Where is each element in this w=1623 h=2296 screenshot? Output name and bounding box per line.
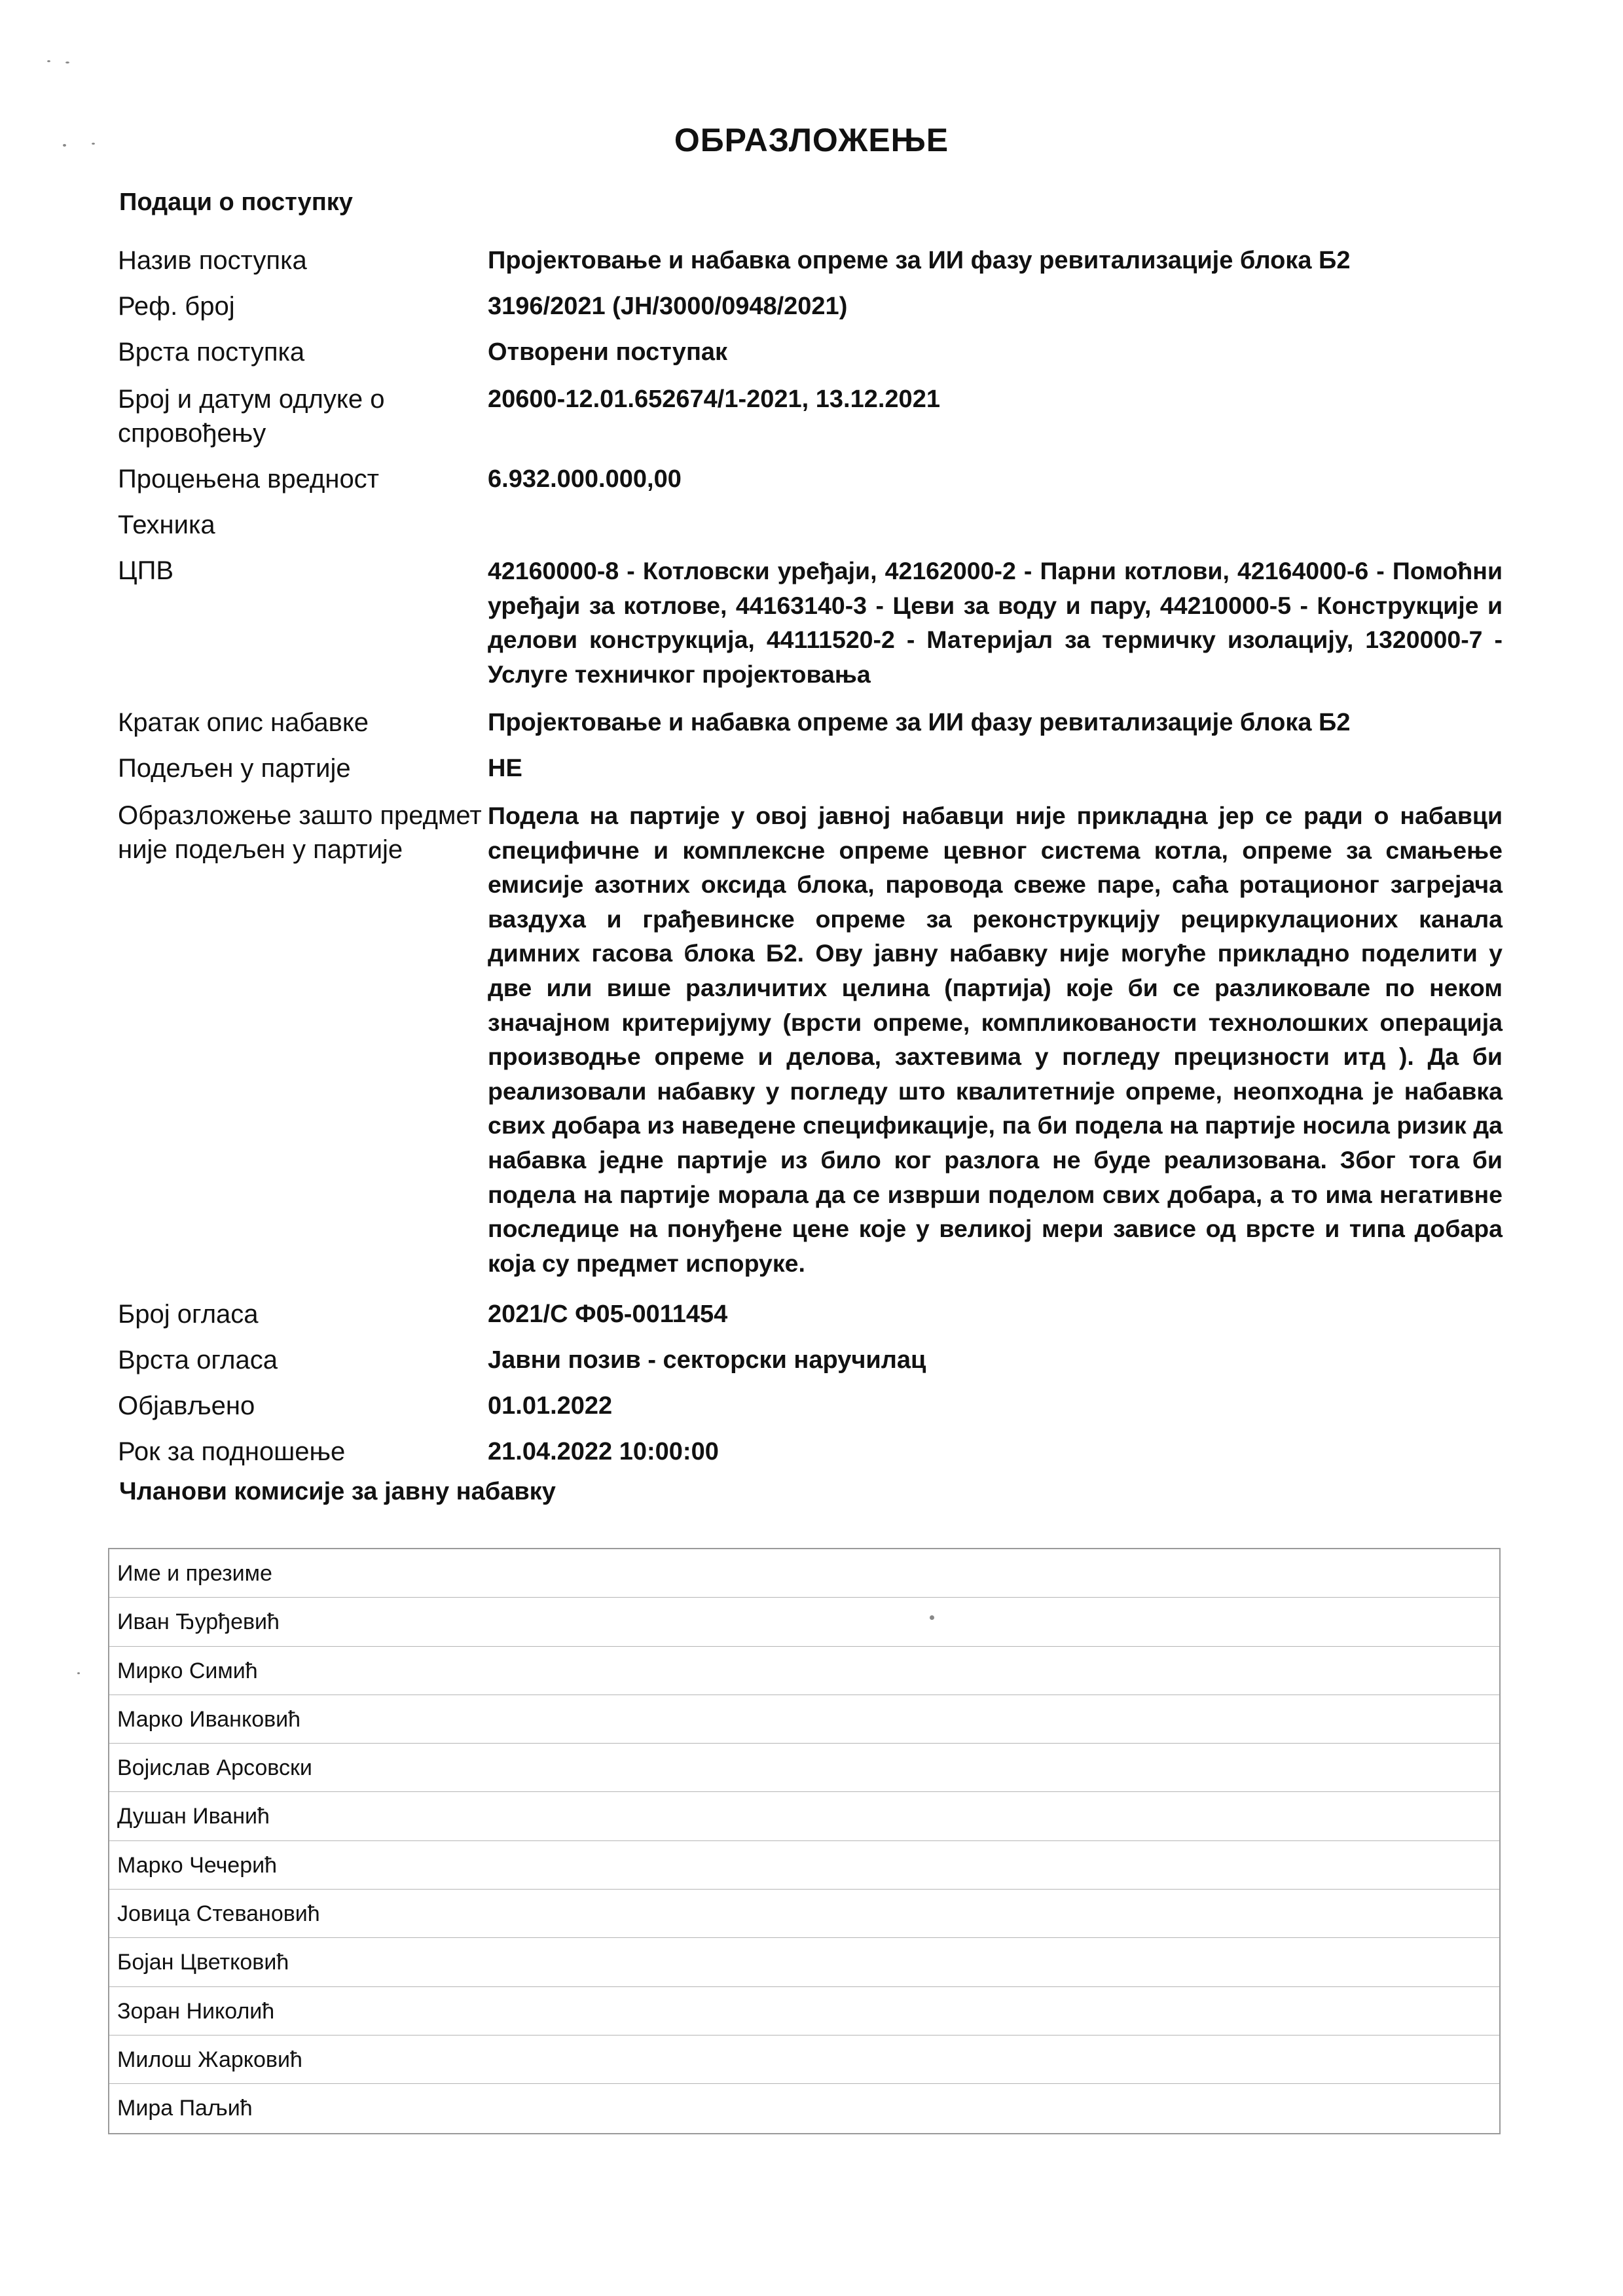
procedure-section-title: Подаци о поступку (119, 188, 353, 216)
member-row: Марко Чечерић (109, 1841, 1499, 1890)
field-label: Реф. број (118, 292, 235, 321)
field-value: 21.04.2022 10:00:00 (488, 1438, 719, 1465)
field-value: 2021/С Ф05-0011454 (488, 1300, 728, 1328)
member-row: Душан Иванић (109, 1792, 1499, 1840)
field-label: Врста поступка (118, 338, 305, 367)
field-value: НЕ (488, 755, 522, 782)
member-row: Мира Паљић (117, 2096, 253, 2121)
scan-speck (47, 60, 50, 62)
field-label: Број и датум одлуке о спровођењу (118, 385, 385, 448)
member-row: Марко Иванковић (109, 1695, 1499, 1744)
field-value: Јавни позив - секторски наручилац (488, 1346, 926, 1374)
field-label: Процењена вредност (118, 465, 380, 493)
member-row: Милош Жарковић (109, 2036, 1499, 2084)
field-value: Пројектовање и набавка опреме за ИИ фазу ревитализације блока Б2 (488, 709, 1351, 736)
field-label: Број огласа (118, 1300, 259, 1329)
field-label: Подељен у партије (118, 754, 351, 783)
field-value: 6.932.000.000,00 (488, 465, 682, 493)
members-table-header: Име и презиме (109, 1549, 1499, 1598)
field-label: Кратак опис набавке (118, 708, 369, 737)
member-row: Иван Ђурђевић (109, 1598, 1499, 1646)
field-label: Техника (118, 511, 215, 539)
field-value: 42160000-8 - Котловски уређаји, 42162000-2 - Парни котлови, 42164000-6 - Помоћни уређаји за котлове, 44163140-3 - Цеви за воду и пару, 44210000-5 - Конструкције и делови конструкција, 44111520-2 - Материјал за термичку изолацију, 1320000-7 - Услуге техничког пројектовања (488, 557, 1503, 688)
scan-speck (77, 1672, 80, 1674)
field-value: 20600-12.01.652674/1-2021, 13.12.2021 (488, 386, 940, 413)
member-row: Јовица Стевановић (109, 1890, 1499, 1938)
field-value: Подела на партије у овој јавној набавци није прикладна јер се ради о набавци специфичне и комплексне опреме цевног система котла, опреме за смањење емисије азотних оксида блока, паровода свеже паре, саћа ротационог загрејача ваздуха и грађевинске опреме за реконструкцију рециркулационих канала димних гасова блока Б2. Ову јавну набавку није могуће прикладно поделити у две или више различитих целина (партија) које би се разликовале по неком значајном критеријуму (врсти опреме, компликованости технолошких операција производње опреме и делова, захтевима у погледу прецизности итд ). Да би реализовали набавку у погледу што квалитетније опреме, неопходна је набавка свих добара из наведене спецификације, па би подела на партије носила ризик да набавка једне партије из било ког разлога не буде реализована. Због тога би подела на партије морала да се изврши поделом свих добара, а то има негативне последице на понуђене цене које у великој мери зависе од врсте и типа добара која су предмет испоруке. (488, 802, 1503, 1277)
field-label: Образложење зашто предмет није подељен у партије (118, 801, 482, 864)
field-label: Врста огласа (118, 1346, 278, 1374)
field-label: Рок за подношење (118, 1437, 346, 1466)
field-value: Пројектовање и набавка опреме за ИИ фазу ревитализације блока Б2 (488, 247, 1351, 274)
commission-section-title: Чланови комисије за јавну набавку (119, 1478, 556, 1505)
field-value: Отворени поступак (488, 338, 728, 366)
field-value: 01.01.2022 (488, 1392, 613, 1420)
commission-members-table (108, 1548, 1501, 2134)
member-row: Бојан Цветковић (109, 1938, 1499, 1986)
member-row: Мирко Симић (109, 1647, 1499, 1695)
field-value: 3196/2021 (JH/3000/0948/2021) (488, 293, 848, 320)
document-title: ОБРАЗЛОЖЕЊЕ (674, 122, 949, 158)
scan-speck (65, 62, 69, 63)
field-label: Објављено (118, 1391, 255, 1420)
field-label: Назив поступка (118, 246, 307, 275)
member-row: Зоран Николић (109, 1987, 1499, 2036)
member-row: Војислав Арсовски (109, 1744, 1499, 1792)
field-label: ЦПВ (118, 556, 174, 585)
